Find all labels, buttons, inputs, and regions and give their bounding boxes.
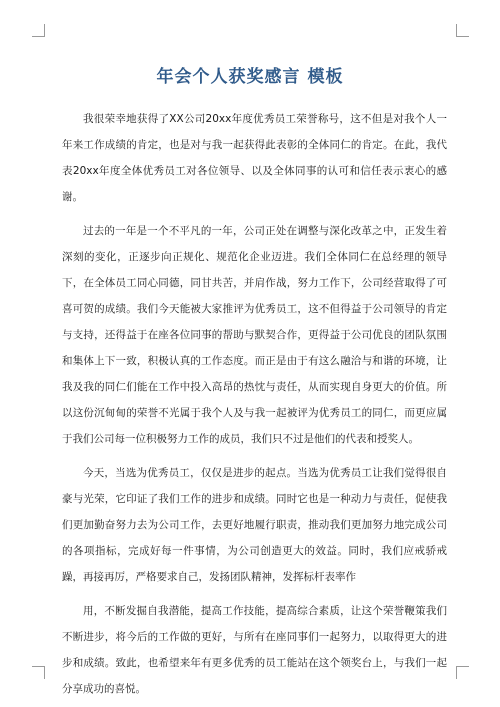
paragraph-2: 过去的一年是一个不平凡的一年，公司正处在调整与深化改革之中，正发生着深刻的变化，正逐步向正规化、规范化企业迈进。我们全体同仁在总经理的领导下，在全体员工同心同德，同甘共苦，并肩作战，努力工作下，公司经营取得了可喜可贺的成绩。我们今天能被大家推评为优秀员工，这不但得益于公司领导的肯定与支持，还得益于在座各位同事的帮助与默契合作，更得益于公司优良的团队氛围和集体上下一致，积极认真的工作态度。而正是由于有这么融洽与和谐的环境，让我及我的同仁们能在工作中投入高昂的热忱与责任，从而实现自身更大的价值。所以这份沉甸甸的荣誉不光属于我个人及与我一起被评为优秀员工的同仁，而更应属于我们公司每一位积极努力工作的成员，我们只不过是他们的代表和授奖人。 xyxy=(62,225,447,445)
paragraph-1: 我很荣幸地获得了XX公司20xx年度优秀员工荣誉称号，这不但是对我个人一年来工作成绩的肯定，也是对与我一起获得此表彰的全体同仁的肯定。在此，我代表20xx年度全体优秀员工对各位领导、以及全体同事的认可和信任表示衷心的感谢。 xyxy=(62,113,447,203)
corner-mark-top-left xyxy=(32,24,45,37)
corner-mark-bottom-left xyxy=(32,666,45,679)
paragraph-4: 用，不断发掘自我潜能，提高工作技能，提高综合素质，让这个荣誉鞭策我们不断进步，将今后的工作做的更好，与所有在座同事们一起努力，以取得更大的进步和成绩。致此，也希望来年有更多优秀的员工能站在这个领奖台上，与我们一起分享成功的喜悦。 xyxy=(62,605,447,695)
paragraph-3: 今天，当选为优秀员工，仅仅是进步的起点。当选为优秀员工让我们觉得很自豪与光荣，它印证了我们工作的进步和成绩。同时它也是一种动力与责任，促使我们更加勤奋努力去为公司工作，去更好地履行职责，推动我们更加努力地完成公司的各项指标，完成好每一件事情，为公司创造更大的效益。同时，我们应戒骄戒躁，再接再厉，严格要求自己，发扬团队精神，发挥标杆表率作 xyxy=(62,467,447,583)
document-body xyxy=(62,106,447,702)
corner-mark-bottom-right xyxy=(456,666,469,679)
corner-mark-top-right xyxy=(456,24,469,37)
document-title: 年会个人获奖感言 模板 xyxy=(156,67,344,87)
